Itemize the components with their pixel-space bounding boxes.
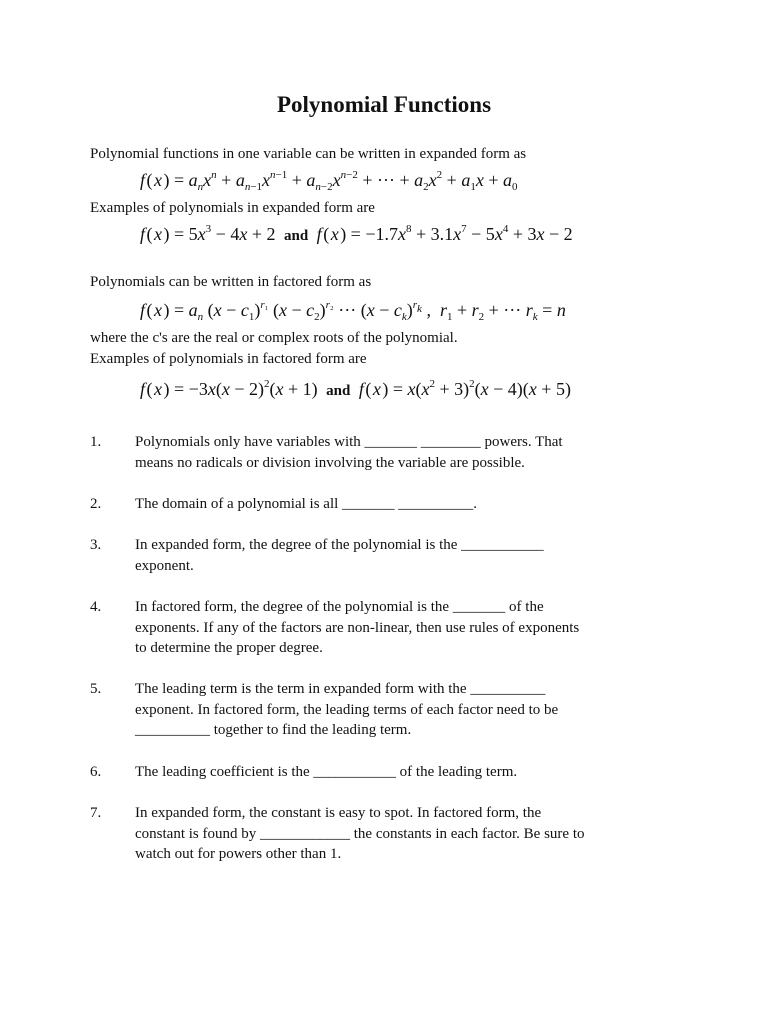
factored-form-intro: Polynomials can be written in factored form as bbox=[90, 274, 372, 290]
expanded-examples-intro: Examples of polynomials in expanded form are bbox=[90, 200, 375, 216]
question-number: 6. bbox=[90, 764, 102, 780]
factored-form-formula: f ( x ) = $a_n$ $(x - c_1)^{r_1}$ $(x - c_2)^{r_2}$ ··· $(x - c_k)^{r_k}$ , $r_1 + r_2$ + ··· $r_k = n$ bbox=[140, 299, 566, 323]
question-number: 7. bbox=[90, 805, 102, 821]
question-number: 3. bbox=[90, 537, 102, 553]
question-text: The leading term is the term in expanded form with the __________ exponent. In factored form, the leading terms of each factor need to be __________ together to find the leading term. bbox=[135, 681, 559, 738]
question-number: 2. bbox=[90, 496, 102, 512]
question-text: In expanded form, the degree of the polynomial is the ___________ exponent. bbox=[135, 537, 544, 574]
question-text: In factored form, the degree of the polynomial is the _______ of the exponents. If any of the factors are non-linear, then use rules of exponents to determine the proper degree. bbox=[135, 599, 580, 656]
question-number: 1. bbox=[90, 434, 102, 450]
question-text: Polynomials only have variables with _______ ________ powers. That means no radicals or division involving the variable are possible. bbox=[135, 434, 563, 471]
and-word: and bbox=[283, 228, 309, 244]
question-text: The domain of a polynomial is all _______ __________. bbox=[135, 496, 478, 512]
factored-examples-intro: Examples of polynomials in factored form are bbox=[90, 351, 367, 367]
expanded-examples-formula: f ( x ) = $5x^3 - 4x + 2$ and f ( x ) = $-1.7x^8 + 3.1x^7 - 5x^4 + 3x - 2$ bbox=[140, 223, 573, 244]
question-text: In expanded form, the constant is easy to spot. In factored form, the constant is found by ____________ the constants in each factor. Be sure to watch out for powers other than 1. bbox=[135, 805, 585, 862]
expanded-form-formula: f ( x ) = $a_nx^n + a_{n-1}x^{n-1} + a_{n-2}x^{n-2}$ + ··· + $a_2x^2 + a_1x + a_0$ bbox=[140, 169, 518, 193]
factored-examples-formula: f ( x ) = $-3x(x - 2)^2(x + 1)$ and f ( x ) = $x(x^2 + 3)^2(x - 4)(x + 5)$ bbox=[140, 378, 571, 399]
expanded-form-intro: Polynomial functions in one variable can be written in expanded form as bbox=[90, 146, 527, 162]
question-number: 4. bbox=[90, 599, 102, 615]
question-text: The leading coefficient is the ___________ of the leading term. bbox=[135, 764, 518, 780]
page-title: Polynomial Functions bbox=[276, 92, 492, 117]
question-number: 5. bbox=[90, 681, 102, 697]
and-word: and bbox=[326, 383, 351, 399]
roots-note: where the c's are the real or complex roots of the polynomial. bbox=[90, 330, 458, 346]
